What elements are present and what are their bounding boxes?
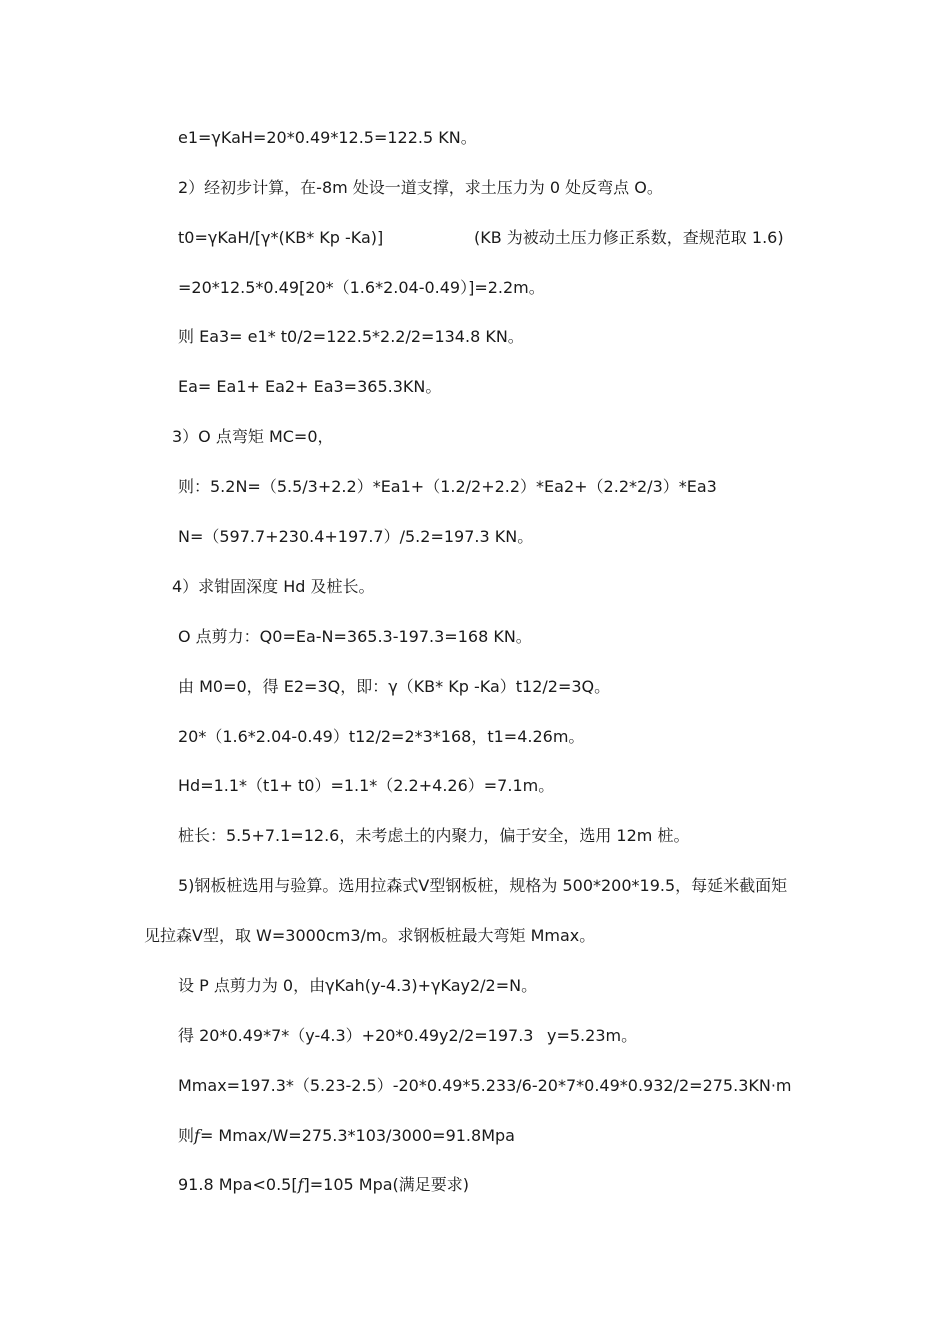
- equation-q0-text: O 点剪力：Q0=Ea-N=365.3-197.3=168 KN。: [178, 627, 532, 646]
- step-5-heading: [178, 876, 787, 896]
- equation-moment-text: 则：5.2N=（5.5/3+2.2）*Ea1+（1.2/2+2.2）*Ea2+（2.2*2/3）*Ea3: [178, 477, 717, 496]
- equation-e1: [178, 128, 477, 148]
- equation-e1-text: e1=γKaH=20*0.49*12.5=122.5 KN。: [178, 128, 477, 147]
- check-prefix: 91.8 Mpa<0.5[: [178, 1175, 298, 1194]
- equation-t1: [178, 727, 584, 747]
- step-4-text: 4）求钳固深度 Hd 及桩长。: [172, 577, 375, 596]
- y-result-text: y=5.23m。: [547, 1026, 638, 1045]
- equation-y-text: 得 20*0.49*7*（y-4.3）+20*0.49y2/2=197.3: [178, 1026, 534, 1045]
- equation-m0: [178, 677, 610, 697]
- equation-stress: [178, 1126, 515, 1146]
- y-result: [547, 1026, 637, 1046]
- equation-y: [178, 1026, 533, 1046]
- equation-mmax-text: Mmax=197.3*（5.23-2.5）-20*0.49*5.233/6-20*7*0.49*0.932/2=275.3KN·m: [178, 1076, 792, 1095]
- equation-m0-text: 由 M0=0，得 E2=3Q，即：γ（KB* Kp -Ka）t12/2=3Q。: [178, 677, 611, 696]
- pile-length-text: 桩长：5.5+7.1=12.6，未考虑土的内聚力，偏于安全，选用 12m 桩。: [178, 826, 690, 845]
- stress-symbol-f: f: [194, 1126, 200, 1145]
- equation-n: [178, 527, 533, 547]
- stress-prefix: 则: [178, 1126, 195, 1145]
- step-2-text: 2）经初步计算，在-8m 处设一道支撑，求土压力为 0 处反弯点 O。: [178, 178, 663, 197]
- kb-note: [474, 228, 784, 248]
- equation-ea: [178, 377, 441, 397]
- step-5-continuation: [144, 926, 595, 946]
- equation-check: [178, 1175, 469, 1195]
- equation-ea3-text: 则 Ea3= e1* t0/2=122.5*2.2/2=134.8 KN。: [178, 327, 524, 346]
- equation-hd: [178, 776, 554, 796]
- step-4-heading: [172, 577, 375, 597]
- step-5-continuation-text: 见拉森Ⅴ型，取 W=3000cm3/m。求钢板桩最大弯矩 Mmax。: [144, 926, 596, 945]
- equation-n-text: N=（597.7+230.4+197.7）/5.2=197.3 KN。: [178, 527, 534, 546]
- check-suffix: ]=105 Mpa(满足要求): [303, 1175, 470, 1194]
- step-2-heading: [178, 178, 663, 198]
- check-symbol-f: f: [297, 1175, 304, 1194]
- equation-ea-text: Ea= Ea1+ Ea2+ Ea3=365.3KN。: [178, 377, 442, 396]
- equation-t0-result-text: =20*12.5*0.49[20*（1.6*2.04-0.49）]=2.2m。: [178, 278, 545, 297]
- equation-p-shear: [178, 976, 537, 996]
- equation-ea3: [178, 327, 524, 347]
- equation-t0-result: [178, 278, 545, 298]
- pile-length-line: [178, 826, 689, 846]
- step-5-text: 5)钢板桩选用与验算。选用拉森式Ⅴ型钢板桩，规格为 500*200*19.5，每延米截面矩: [178, 876, 788, 895]
- step-3-text: 3）O 点弯矩 MC=0，: [172, 427, 334, 446]
- equation-q0: [178, 627, 532, 647]
- kb-note-text: (KB 为被动土压力修正系数，查规范取 1.6): [474, 228, 784, 247]
- equation-t1-text: 20*（1.6*2.04-0.49）t12/2=2*3*168，t1=4.26m。: [178, 727, 585, 746]
- stress-formula: = Mmax/W=275.3*103/3000=91.8Mpa: [199, 1126, 515, 1145]
- equation-p-shear-text: 设 P 点剪力为 0，由γKah(y-4.3)+γKay2/2=N。: [178, 976, 538, 995]
- equation-t0: [178, 228, 383, 248]
- step-3-heading: [172, 427, 334, 447]
- equation-hd-text: Hd=1.1*（t1+ t0）=1.1*（2.2+4.26）=7.1m。: [178, 776, 555, 795]
- equation-moment: [178, 477, 717, 497]
- equation-t0-text: t0=γKaH/[γ*(KB* Kp -Ka)]: [178, 228, 384, 247]
- equation-mmax: [178, 1076, 792, 1096]
